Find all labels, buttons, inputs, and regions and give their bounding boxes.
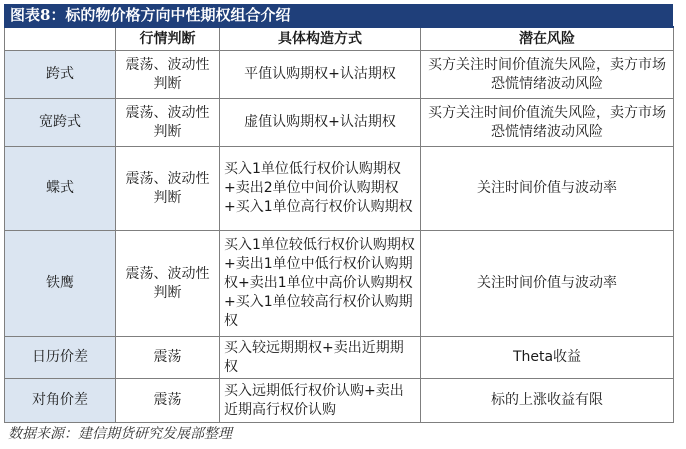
header-judgment: 行情判断 (116, 27, 220, 51)
row-name: 蝶式 (5, 147, 116, 231)
header-method: 具体构造方式 (220, 27, 421, 51)
row-risk: 标的上涨收益有限 (421, 379, 674, 423)
row-judgment: 震荡、波动性判断 (116, 147, 220, 231)
source-note: 数据来源：建信期货研究发展部整理 (8, 426, 232, 442)
row-name: 对角价差 (5, 379, 116, 423)
header-name (5, 27, 116, 51)
row-method: 平值认购期权+认沽期权 (220, 51, 421, 99)
row-method: 买入1单位较低行权价认购期权+卖出1单位中低行权价认购期权+卖出1单位中高价认购期权+买入1单位较高行权价认购期权 (220, 231, 421, 337)
row-risk: 买方关注时间价值流失风险，卖方市场恐慌情绪波动风险 (421, 99, 674, 147)
row-risk: 买方关注时间价值流失风险，卖方市场恐慌情绪波动风险 (421, 51, 674, 99)
row-judgment: 震荡 (116, 379, 220, 423)
row-name: 宽跨式 (5, 99, 116, 147)
row-risk: 关注时间价值与波动率 (421, 147, 674, 231)
table-row (5, 379, 674, 423)
table-row (5, 51, 674, 99)
row-method: 买入远期低行权价认购+卖出近期高行权价认购 (220, 379, 421, 423)
table-header-row (5, 27, 674, 51)
row-judgment: 震荡、波动性判断 (116, 99, 220, 147)
row-name: 跨式 (5, 51, 116, 99)
row-judgment: 震荡 (116, 337, 220, 379)
table-row (5, 231, 674, 337)
table-row (5, 147, 674, 231)
row-judgment: 震荡、波动性判断 (116, 51, 220, 99)
row-risk: 关注时间价值与波动率 (421, 231, 674, 337)
header-risk: 潜在风险 (421, 27, 674, 51)
row-name: 铁鹰 (5, 231, 116, 337)
options-strategy-table (4, 26, 674, 423)
table-title: 图表8：标的物价格方向中性期权组合介绍 (4, 4, 673, 26)
table-row (5, 99, 674, 147)
table-row (5, 337, 674, 379)
row-method: 买入1单位低行权价认购期权+卖出2单位中间价认购期权+买入1单位高行权价认购期权 (220, 147, 421, 231)
row-method: 买入较远期期权+卖出近期期权 (220, 337, 421, 379)
row-name: 日历价差 (5, 337, 116, 379)
row-method: 虚值认购期权+认沽期权 (220, 99, 421, 147)
row-judgment: 震荡、波动性判断 (116, 231, 220, 337)
row-risk: Theta收益 (421, 337, 674, 379)
